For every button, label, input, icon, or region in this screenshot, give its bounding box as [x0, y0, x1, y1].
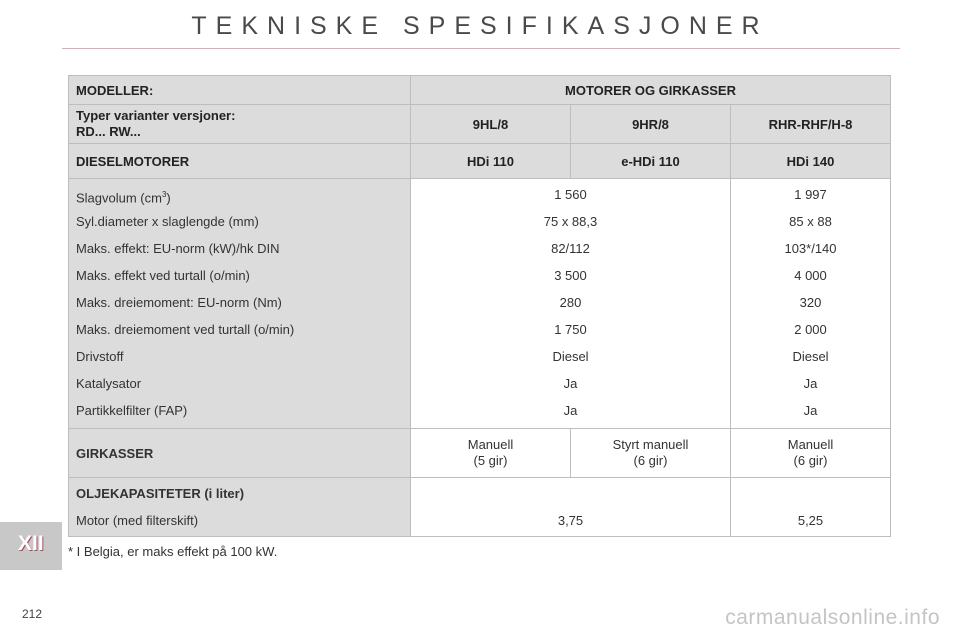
gearbox-col-2: Styrt manuell (6 gir) [571, 429, 731, 478]
type-rhr: RHR-RHF/H-8 [731, 105, 891, 144]
spec-value: 1 560 [554, 187, 587, 202]
oil-value-140: 5,25 [731, 478, 891, 537]
type-9hl: 9HL/8 [411, 105, 571, 144]
spec-value: Ja [563, 403, 578, 418]
spec-value: 1 997 [794, 187, 827, 202]
gearbox-col-3: Manuell (6 gir) [731, 429, 891, 478]
spec-label-bore-stroke: Syl.diameter x slaglengde (mm) [76, 214, 259, 229]
spec-value: Ja [803, 376, 818, 391]
oil-value-110: 3,75 [411, 478, 731, 537]
types-row [69, 105, 891, 144]
types-label [69, 105, 411, 144]
types-label-line1: Typer varianter versjoner: [76, 108, 236, 123]
spec-value: 75 x 88,3 [543, 214, 598, 229]
oil-motor-label: Motor (med filterskift) [76, 513, 199, 528]
spec-value: 280 [559, 295, 582, 310]
engines-header: MOTORER OG GIRKASSER [411, 76, 891, 105]
specs-values-140 [731, 179, 891, 429]
spec-value: 85 x 88 [789, 214, 832, 229]
table-header-row [69, 76, 891, 105]
diesel-hdi140: HDi 140 [731, 144, 891, 179]
page-title: TEKNISKE SPESIFIKASJONER [191, 12, 769, 40]
oil-label: OLJEKAPASITETER (i liter) [76, 486, 245, 501]
diesel-label: DIESELMOTORER [69, 144, 411, 179]
spec-value: Ja [803, 403, 818, 418]
specs-labels [69, 179, 411, 429]
spec-value: 1 750 [554, 322, 587, 337]
page-number: 212 [22, 607, 43, 621]
spec-table [68, 75, 891, 537]
spec-value: 4 000 [794, 268, 827, 283]
spec-label-fuel: Drivstoff [76, 349, 124, 364]
type-9hr: 9HR/8 [571, 105, 731, 144]
spec-value: 3 500 [554, 268, 587, 283]
spec-label-max-torque: Maks. dreiemoment: EU-norm (Nm) [76, 295, 282, 310]
spec-value: Ja [563, 376, 578, 391]
spec-value: 2 000 [794, 322, 827, 337]
specs-block [69, 179, 891, 429]
diesel-ehdi110: e-HDi 110 [571, 144, 731, 179]
spec-value: 82/112 [551, 241, 590, 256]
spec-value: Diesel [792, 349, 829, 364]
gearbox-label: GIRKASSER [69, 429, 411, 478]
oil-labels [69, 478, 411, 537]
watermark: carmanualsonline.info [725, 606, 940, 629]
spec-value: Diesel [552, 349, 589, 364]
chapter-tab-label: XII [18, 532, 44, 555]
spec-value: 103*/140 [784, 241, 837, 256]
chapter-tab [0, 522, 62, 570]
oil-row [69, 478, 891, 537]
spec-label-max-power: Maks. effekt: EU-norm (kW)/hk DIN [76, 241, 280, 256]
gearbox-row [69, 429, 891, 478]
spec-label-power-rpm: Maks. effekt ved turtall (o/min) [76, 268, 250, 283]
specs-values-110 [411, 179, 731, 429]
title-divider [62, 48, 900, 49]
spec-value: 320 [799, 295, 822, 310]
types-label-line2: RD... RW... [76, 124, 141, 139]
spec-label-catalyst: Katalysator [76, 376, 142, 391]
models-header: MODELLER: [69, 76, 411, 105]
diesel-hdi110: HDi 110 [411, 144, 571, 179]
footnote: * I Belgia, er maks effekt på 100 kW. [68, 544, 278, 559]
spec-label-displacement: Slagvolum $(cm^3)$ [76, 190, 171, 206]
diesel-row [69, 144, 891, 179]
spec-label-torque-rpm: Maks. dreiemoment ved turtall (o/min) [76, 322, 295, 337]
gearbox-col-1: Manuell (5 gir) [411, 429, 571, 478]
spec-label-particle-filter: Partikkelfilter (FAP) [76, 403, 188, 418]
